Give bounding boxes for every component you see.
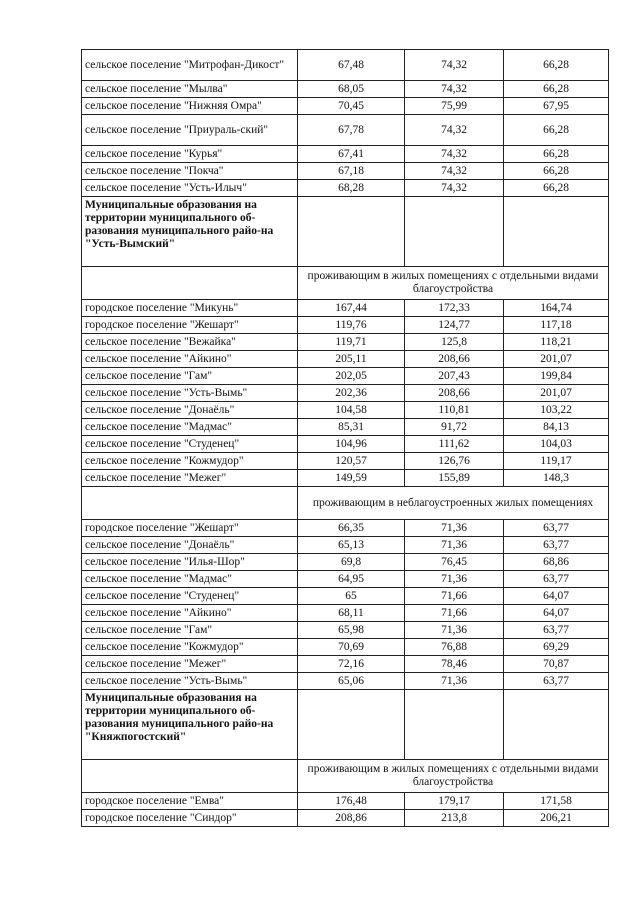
tariff-value-1: 202,05 xyxy=(298,368,405,385)
tariff-value-3: 119,17 xyxy=(504,453,609,470)
settlement-name: сельское поселение "Гам" xyxy=(82,368,298,385)
tariff-value-3: 164,74 xyxy=(504,300,609,317)
tariff-value-3: 68,86 xyxy=(504,554,609,571)
settlement-name: городское поселение "Синдор" xyxy=(82,810,298,827)
settlement-name: сельское поселение "Айкино" xyxy=(82,351,298,368)
tariff-value-2: 91,72 xyxy=(405,419,504,436)
tariff-value-3: 70,87 xyxy=(504,656,609,673)
tariff-value-3: 63,77 xyxy=(504,537,609,554)
tariff-value-2: 110,81 xyxy=(405,402,504,419)
settlement-name: сельское поселение "Мылва" xyxy=(82,81,298,98)
category-label: проживающим в жилых помещениях с отдельными видами благоустройства xyxy=(298,267,609,300)
table-row xyxy=(82,520,609,537)
table-row xyxy=(82,554,609,571)
settlement-name: городское поселение "Жешарт" xyxy=(82,520,298,537)
tariff-value-2: 71,36 xyxy=(405,520,504,537)
table-row xyxy=(82,50,609,81)
table-row xyxy=(82,453,609,470)
district-title: Муниципальные образования на территории муниципального об-разования муниципального райо-на "Усть-Вымский" xyxy=(82,197,298,267)
tariff-value-3: 201,07 xyxy=(504,351,609,368)
tariff-value-2: 208,66 xyxy=(405,385,504,402)
tariff-value-2: 155,89 xyxy=(405,470,504,487)
table-row xyxy=(82,317,609,334)
tariff-value-2: 124,77 xyxy=(405,317,504,334)
tariff-value-3: 63,77 xyxy=(504,520,609,537)
empty-cell xyxy=(82,760,298,793)
empty-cell xyxy=(298,690,405,760)
table-row xyxy=(82,622,609,639)
tariff-value-2: 74,32 xyxy=(405,81,504,98)
tariff-value-2: 126,76 xyxy=(405,453,504,470)
table-row xyxy=(82,385,609,402)
table-row xyxy=(82,656,609,673)
tariff-value-1: 85,31 xyxy=(298,419,405,436)
tariff-value-3: 103,22 xyxy=(504,402,609,419)
settlement-name: сельское поселение "Межег" xyxy=(82,470,298,487)
tariff-value-3: 84,13 xyxy=(504,419,609,436)
tariff-value-3: 66,28 xyxy=(504,81,609,98)
settlement-name: сельское поселение "Митрофан-Дикост" xyxy=(82,50,298,81)
settlement-name: городское поселение "Емва" xyxy=(82,793,298,810)
table-row xyxy=(82,351,609,368)
tariff-value-3: 66,28 xyxy=(504,180,609,197)
tariff-value-1: 65,13 xyxy=(298,537,405,554)
tariff-value-2: 71,66 xyxy=(405,588,504,605)
settlement-name: городское поселение "Микунь" xyxy=(82,300,298,317)
tariff-value-2: 207,43 xyxy=(405,368,504,385)
tariff-value-1: 67,41 xyxy=(298,146,405,163)
tariff-value-1: 66,35 xyxy=(298,520,405,537)
tariff-value-1: 70,69 xyxy=(298,639,405,656)
tariff-value-2: 71,36 xyxy=(405,673,504,690)
tariff-value-3: 118,21 xyxy=(504,334,609,351)
table-row xyxy=(82,180,609,197)
tariff-value-2: 76,45 xyxy=(405,554,504,571)
tariff-value-1: 67,48 xyxy=(298,50,405,81)
tariff-table-body xyxy=(82,50,609,827)
tariff-value-2: 74,32 xyxy=(405,50,504,81)
settlement-name: сельское поселение "Усть-Вымь" xyxy=(82,673,298,690)
settlement-name: городское поселение "Жешарт" xyxy=(82,317,298,334)
table-row xyxy=(82,571,609,588)
tariff-value-1: 149,59 xyxy=(298,470,405,487)
settlement-name: сельское поселение "Покча" xyxy=(82,163,298,180)
empty-cell xyxy=(82,487,298,520)
settlement-name: сельское поселение "Студенец" xyxy=(82,588,298,605)
tariff-value-1: 205,11 xyxy=(298,351,405,368)
settlement-name: сельское поселение "Мадмас" xyxy=(82,419,298,436)
table-row xyxy=(82,402,609,419)
tariff-value-2: 71,36 xyxy=(405,571,504,588)
tariff-value-3: 117,18 xyxy=(504,317,609,334)
settlement-name: сельское поселение "Илья-Шор" xyxy=(82,554,298,571)
settlement-name: сельское поселение "Гам" xyxy=(82,622,298,639)
tariff-value-1: 176,48 xyxy=(298,793,405,810)
table-row xyxy=(82,419,609,436)
tariff-value-1: 104,58 xyxy=(298,402,405,419)
tariff-value-2: 208,66 xyxy=(405,351,504,368)
empty-cell xyxy=(82,267,298,300)
tariff-value-2: 213,8 xyxy=(405,810,504,827)
settlement-name: сельское поселение "Вежайка" xyxy=(82,334,298,351)
tariff-value-2: 125,8 xyxy=(405,334,504,351)
settlement-name: сельское поселение "Курья" xyxy=(82,146,298,163)
tariff-value-1: 72,16 xyxy=(298,656,405,673)
table-row xyxy=(82,605,609,622)
tariff-value-3: 199,84 xyxy=(504,368,609,385)
tariff-value-3: 104,03 xyxy=(504,436,609,453)
tariff-value-3: 69,29 xyxy=(504,639,609,656)
tariff-value-1: 104,96 xyxy=(298,436,405,453)
tariff-value-2: 75,99 xyxy=(405,98,504,115)
tariff-value-1: 65 xyxy=(298,588,405,605)
table-row xyxy=(82,115,609,146)
tariff-value-2: 74,32 xyxy=(405,115,504,146)
tariff-value-2: 74,32 xyxy=(405,180,504,197)
settlement-name: сельское поселение "Нижняя Омра" xyxy=(82,98,298,115)
tariff-table xyxy=(81,49,609,827)
tariff-value-3: 148,3 xyxy=(504,470,609,487)
settlement-name: сельское поселение "Айкино" xyxy=(82,605,298,622)
tariff-value-1: 64,95 xyxy=(298,571,405,588)
tariff-value-1: 65,98 xyxy=(298,622,405,639)
tariff-value-1: 70,45 xyxy=(298,98,405,115)
tariff-value-2: 74,32 xyxy=(405,146,504,163)
table-row xyxy=(82,81,609,98)
tariff-value-1: 65,06 xyxy=(298,673,405,690)
empty-cell xyxy=(405,197,504,267)
empty-cell xyxy=(405,690,504,760)
settlement-name: сельское поселение "Кожмудор" xyxy=(82,453,298,470)
settlement-name: сельское поселение "Мадмас" xyxy=(82,571,298,588)
district-header-row xyxy=(82,690,609,760)
district-header-row xyxy=(82,197,609,267)
tariff-value-3: 66,28 xyxy=(504,115,609,146)
table-row xyxy=(82,300,609,317)
empty-cell xyxy=(504,690,609,760)
tariff-value-3: 63,77 xyxy=(504,673,609,690)
tariff-value-2: 179,17 xyxy=(405,793,504,810)
empty-cell xyxy=(298,197,405,267)
tariff-value-1: 67,18 xyxy=(298,163,405,180)
empty-cell xyxy=(504,197,609,267)
table-row xyxy=(82,588,609,605)
table-row xyxy=(82,368,609,385)
tariff-value-3: 63,77 xyxy=(504,571,609,588)
category-row xyxy=(82,487,609,520)
tariff-value-1: 68,28 xyxy=(298,180,405,197)
settlement-name: сельское поселение "Студенец" xyxy=(82,436,298,453)
tariff-value-2: 74,32 xyxy=(405,163,504,180)
tariff-value-2: 76,88 xyxy=(405,639,504,656)
settlement-name: сельское поселение "Кожмудор" xyxy=(82,639,298,656)
tariff-value-1: 69,8 xyxy=(298,554,405,571)
tariff-value-3: 206,21 xyxy=(504,810,609,827)
table-row xyxy=(82,810,609,827)
tariff-value-1: 68,05 xyxy=(298,81,405,98)
table-row xyxy=(82,334,609,351)
tariff-value-3: 201,07 xyxy=(504,385,609,402)
tariff-value-1: 119,76 xyxy=(298,317,405,334)
settlement-name: сельское поселение "Приураль-ский" xyxy=(82,115,298,146)
tariff-value-3: 66,28 xyxy=(504,163,609,180)
tariff-value-2: 78,46 xyxy=(405,656,504,673)
tariff-value-1: 68,11 xyxy=(298,605,405,622)
tariff-value-2: 71,36 xyxy=(405,622,504,639)
table-row xyxy=(82,673,609,690)
district-title: Муниципальные образования на территории муниципального об-разования муниципального райо-на "Княжпогостский" xyxy=(82,690,298,760)
tariff-value-2: 111,62 xyxy=(405,436,504,453)
settlement-name: сельское поселение "Донаёль" xyxy=(82,402,298,419)
table-row xyxy=(82,146,609,163)
tariff-value-3: 66,28 xyxy=(504,50,609,81)
settlement-name: сельское поселение "Усть-Вымь" xyxy=(82,385,298,402)
table-row xyxy=(82,163,609,180)
category-label: проживающим в неблагоустроенных жилых помещениях xyxy=(298,487,609,520)
tariff-value-2: 172,33 xyxy=(405,300,504,317)
table-row xyxy=(82,436,609,453)
tariff-value-3: 63,77 xyxy=(504,622,609,639)
settlement-name: сельское поселение "Межег" xyxy=(82,656,298,673)
table-row xyxy=(82,639,609,656)
category-label: проживающим в жилых помещениях с отдельными видами благоустройства xyxy=(298,760,609,793)
tariff-value-1: 120,57 xyxy=(298,453,405,470)
category-row xyxy=(82,267,609,300)
tariff-value-1: 208,86 xyxy=(298,810,405,827)
table-row xyxy=(82,470,609,487)
category-row xyxy=(82,760,609,793)
tariff-value-1: 119,71 xyxy=(298,334,405,351)
tariff-value-3: 67,95 xyxy=(504,98,609,115)
tariff-value-3: 64,07 xyxy=(504,605,609,622)
tariff-value-3: 64,07 xyxy=(504,588,609,605)
tariff-value-1: 202,36 xyxy=(298,385,405,402)
tariff-value-1: 67,78 xyxy=(298,115,405,146)
tariff-value-3: 171,58 xyxy=(504,793,609,810)
tariff-value-2: 71,66 xyxy=(405,605,504,622)
table-row xyxy=(82,793,609,810)
table-row xyxy=(82,98,609,115)
settlement-name: сельское поселение "Усть-Илыч" xyxy=(82,180,298,197)
settlement-name: сельское поселение "Донаёль" xyxy=(82,537,298,554)
tariff-value-2: 71,36 xyxy=(405,537,504,554)
table-row xyxy=(82,537,609,554)
tariff-value-1: 167,44 xyxy=(298,300,405,317)
tariff-value-3: 66,28 xyxy=(504,146,609,163)
